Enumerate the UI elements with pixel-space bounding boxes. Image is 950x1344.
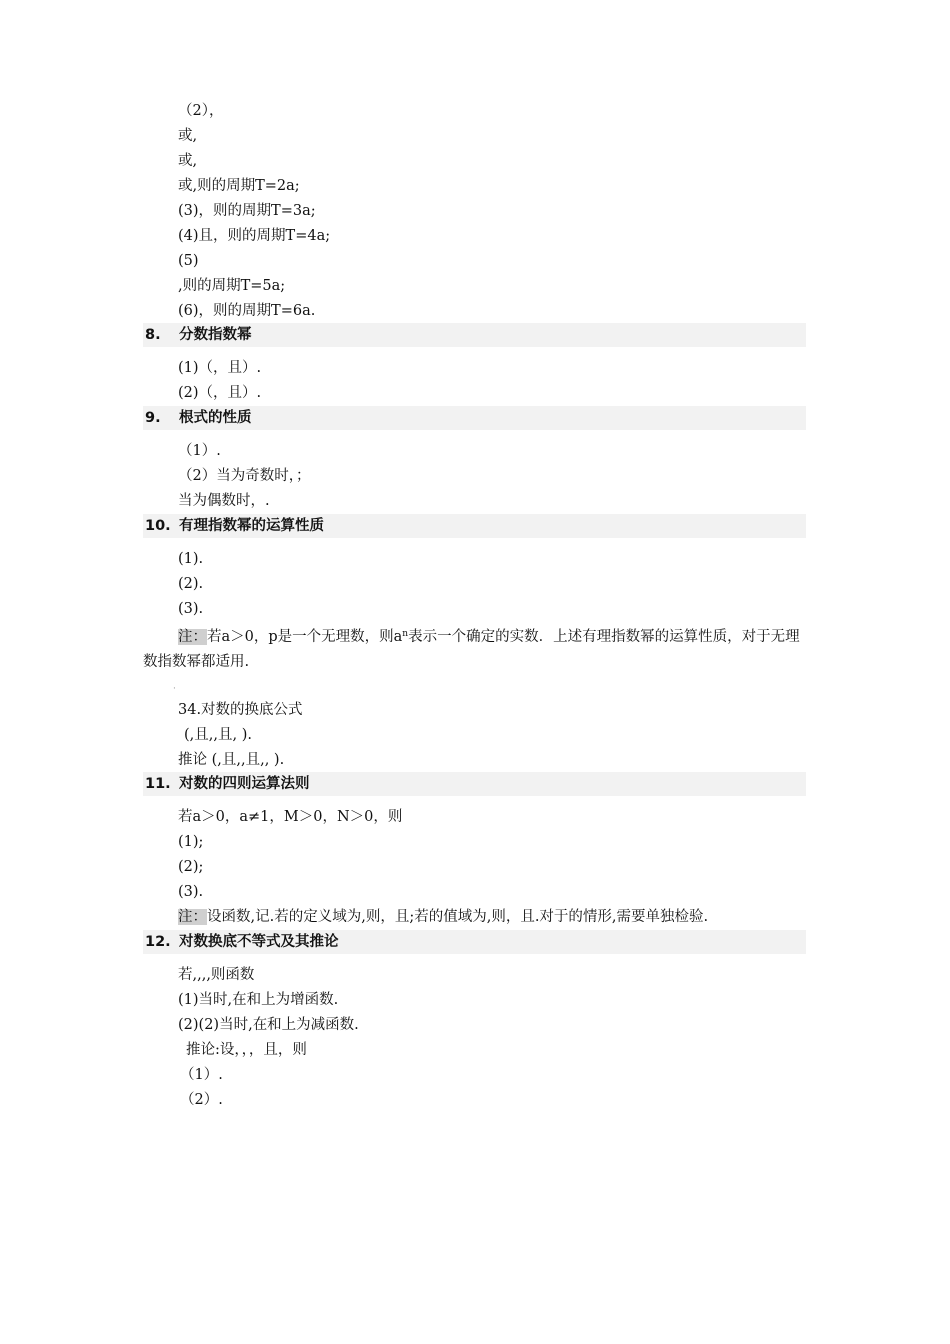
text-line: (1)当时,在和上为增函数. <box>178 992 339 1008</box>
section-title: 分数指数幂 <box>179 327 252 343</box>
note-paragraph <box>143 622 808 675</box>
text-line: 当为偶数时，. <box>178 493 270 509</box>
text-line: (2). <box>178 576 204 592</box>
section-number: 9. <box>145 410 161 426</box>
note-text: 设函数,记.若的定义域为,则，且;若的值域为,则，且.对于的情形,需要单独检验. <box>207 909 709 925</box>
section-number: 12. <box>145 934 171 950</box>
text-line: ,则的周期T=5a; <box>178 278 286 294</box>
text-line: 或, <box>178 153 198 169</box>
text-line: 或,则的周期T=2a; <box>178 178 300 194</box>
stray-mark: · <box>173 684 176 694</box>
text-line: （1）. <box>178 443 221 459</box>
text-line: (1). <box>178 551 204 567</box>
section-heading-11 <box>143 772 806 796</box>
text-line: （2）当为奇数时，； <box>178 468 311 484</box>
note-text: 若a＞0，p是一个无理数，则a <box>207 629 403 645</box>
text-line: （1）. <box>180 1067 223 1083</box>
text-line: 推论:设，，，且，则 <box>186 1042 307 1058</box>
text-line: (2)（，且）. <box>178 385 262 401</box>
text-line: (4)且，则的周期T=4a; <box>178 228 331 244</box>
note-superscript: n <box>402 629 409 639</box>
text-line: (3). <box>178 884 204 900</box>
section-number: 10. <box>145 518 171 534</box>
section-heading-9 <box>143 406 806 430</box>
section-title: 根式的性质 <box>179 410 252 426</box>
section-title: 有理指数幂的运算性质 <box>179 518 324 534</box>
text-line: (6)，则的周期T=6a. <box>178 303 316 319</box>
text-line: (5) <box>178 253 199 269</box>
text-line: 或, <box>178 128 198 144</box>
text-line: 推论 (,且,,且,, ). <box>178 752 285 768</box>
text-line: (3). <box>178 601 204 617</box>
text-line: (1)（，且）. <box>178 360 262 376</box>
text-line: (2)(2)当时,在和上为减函数. <box>178 1017 359 1033</box>
text-line: 34.对数的换底公式 <box>178 702 303 718</box>
text-line: 若,,,,则函数 <box>178 967 255 983</box>
note-label: 注： <box>178 909 207 925</box>
section-title: 对数换底不等式及其推论 <box>179 934 339 950</box>
section-number: 8. <box>145 327 161 343</box>
section-heading-10 <box>143 514 806 538</box>
section-number: 11. <box>145 776 171 792</box>
text-line: (1); <box>178 834 204 850</box>
section-heading-8 <box>143 323 806 347</box>
text-line: (,且,,且, ). <box>184 727 252 743</box>
text-line: 若a＞0，a≠1，M＞0，N＞0，则 <box>178 809 403 825</box>
text-line: （2）， <box>178 103 224 119</box>
section-title: 对数的四则运算法则 <box>179 776 310 792</box>
text-line: （2）. <box>180 1092 223 1108</box>
note-line <box>178 907 708 927</box>
text-line: (2); <box>178 859 204 875</box>
note-label: 注： <box>178 629 207 645</box>
note-text: 表示一个确定的实数．上述有理指数幂的运算性质，对于无理数指数幂都适用. <box>143 629 800 670</box>
text-line: (3)，则的周期T=3a; <box>178 203 316 219</box>
section-heading-12 <box>143 930 806 954</box>
